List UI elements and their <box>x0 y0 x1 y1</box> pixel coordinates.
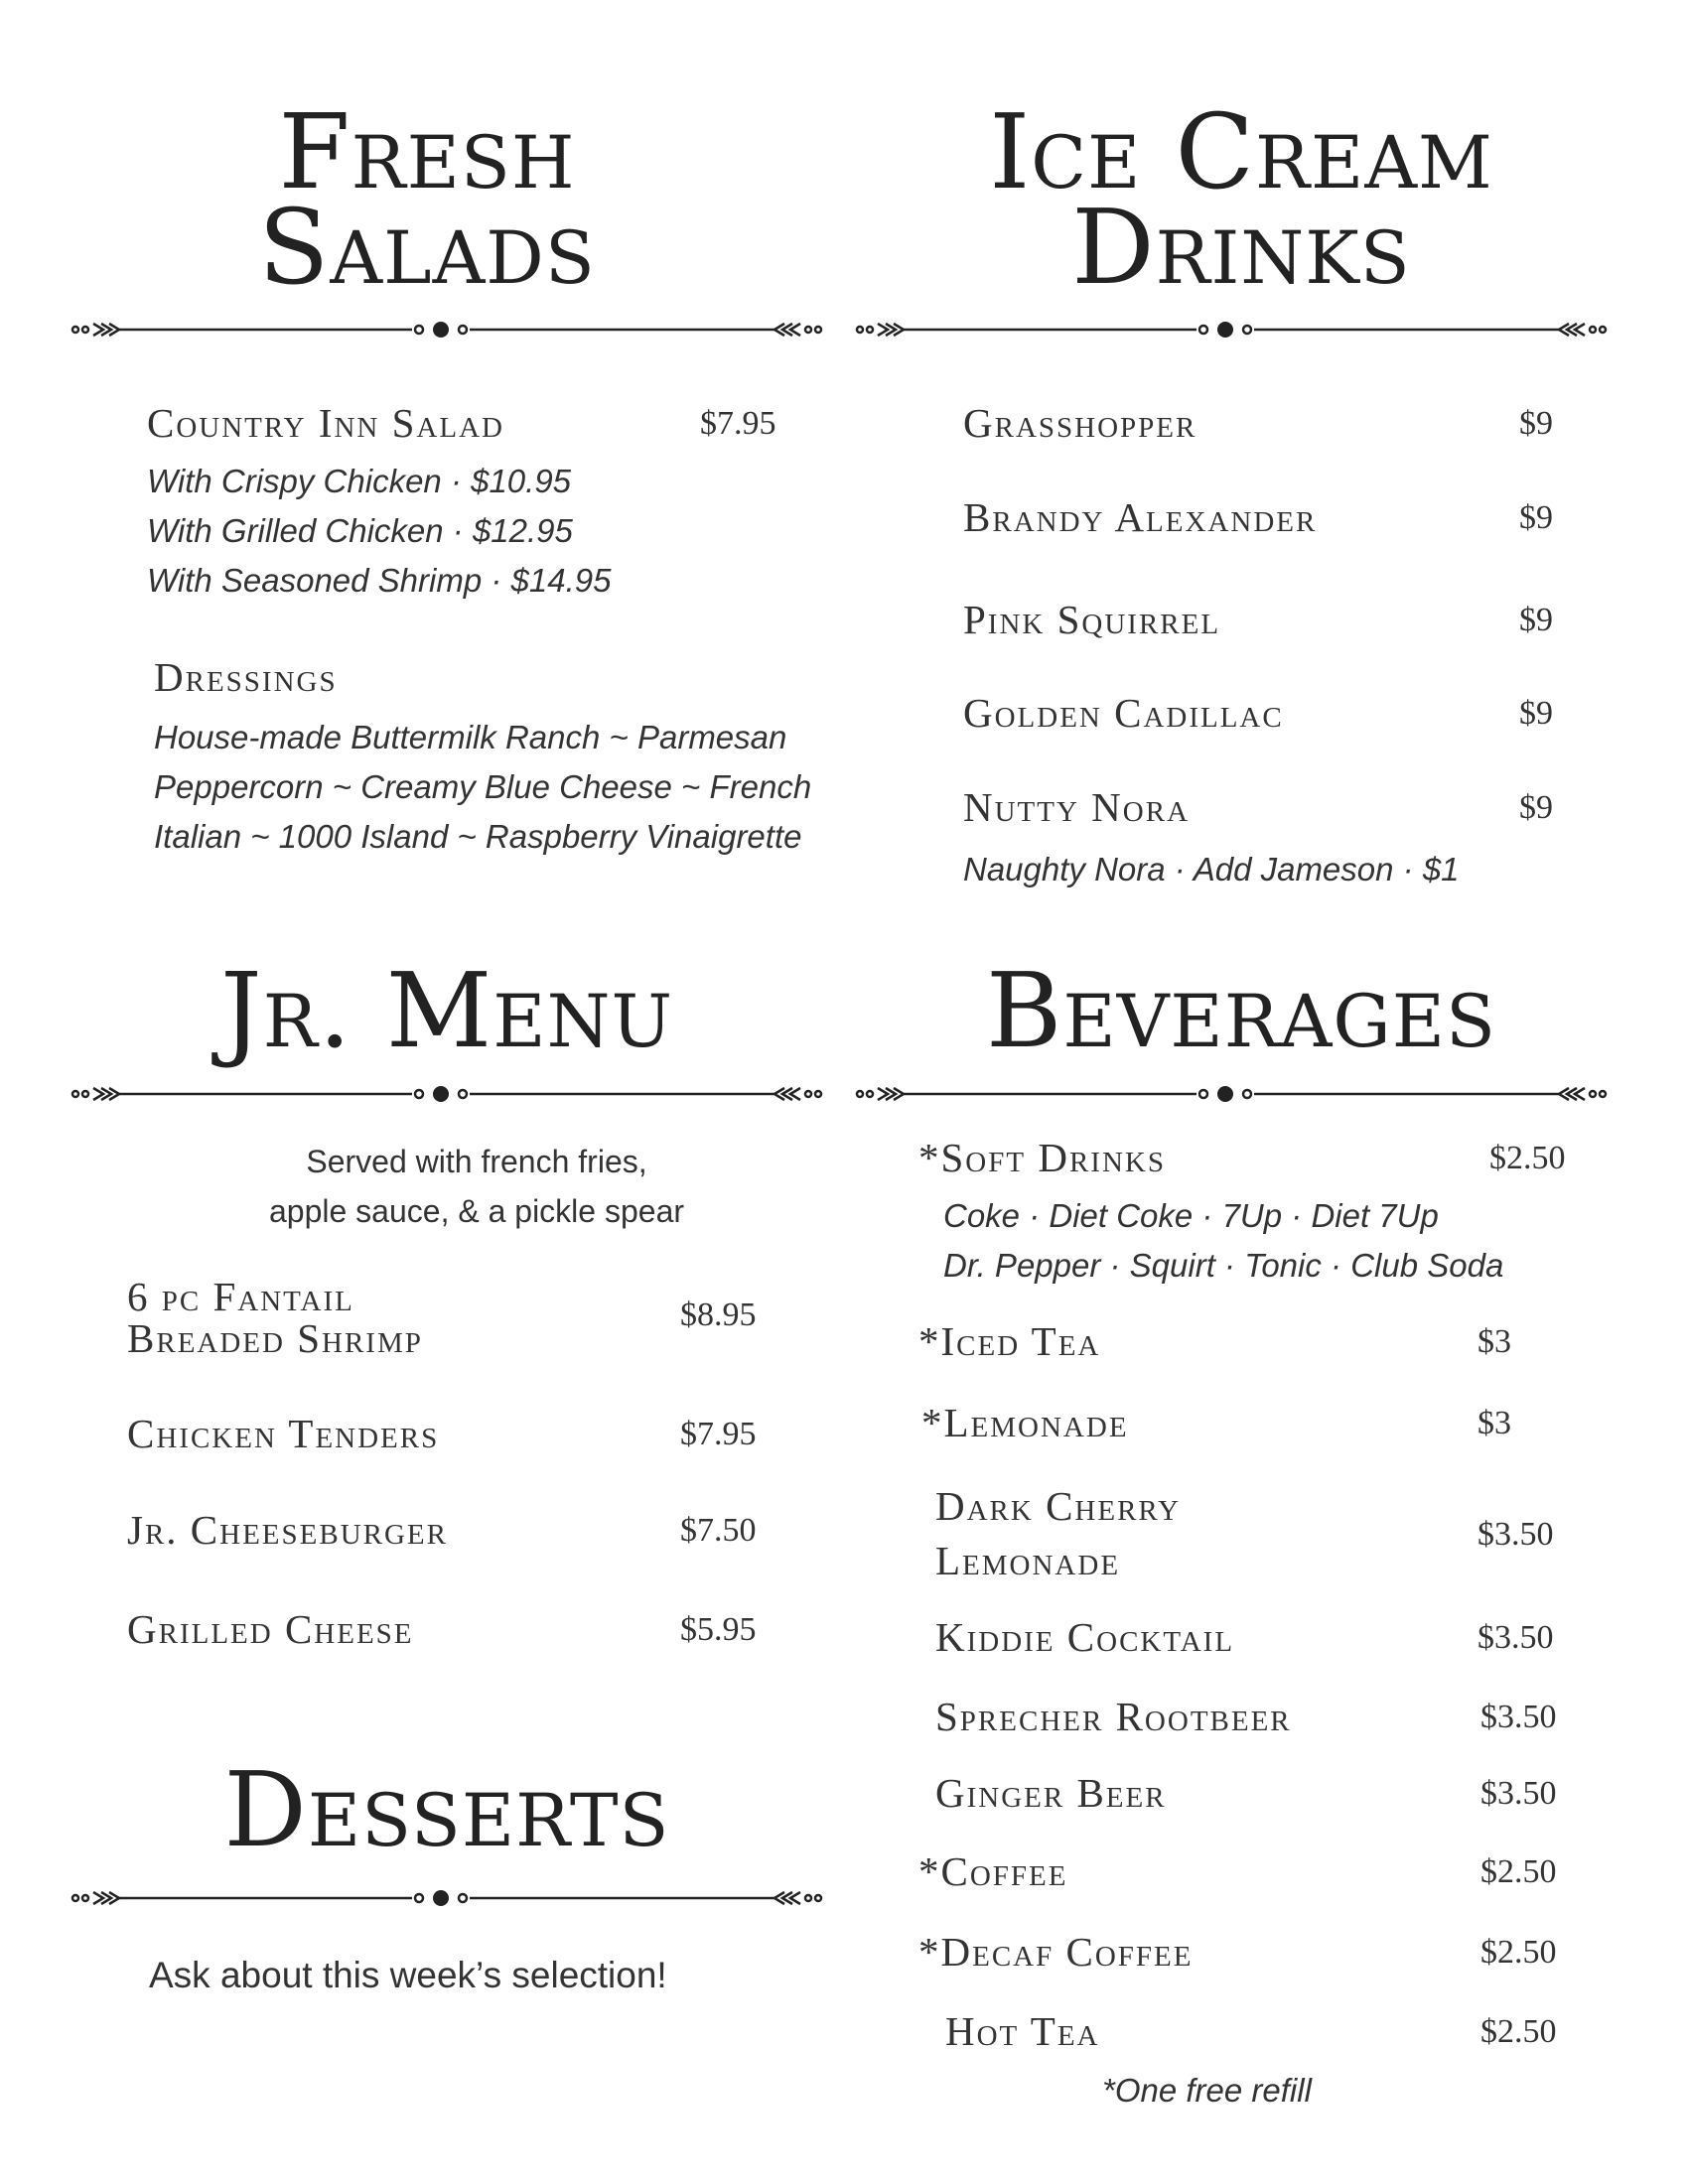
ornamental-divider <box>70 1886 824 1910</box>
desserts-title: Desserts <box>223 1749 670 1870</box>
menu-item-price: $9 <box>1519 789 1553 826</box>
menu-item-name: Sprecher Rootbeer <box>935 1694 1292 1739</box>
menu-item-name: *Iced Tea <box>918 1318 1101 1364</box>
menu-item-name: Ginger Beer <box>935 1770 1167 1816</box>
ornamental-divider <box>70 318 824 341</box>
menu-item-price: $7.95 <box>700 405 776 442</box>
refill-footnote: *One free refill <box>1102 2072 1312 2109</box>
ornamental-divider <box>854 318 1609 341</box>
menu-item-price: $9 <box>1519 405 1553 442</box>
soft-drinks-list: Dr. Pepper · Squirt · Tonic · Club Soda <box>943 1247 1504 1284</box>
salad-option: With Grilled Chicken · $12.95 <box>147 512 573 549</box>
menu-item-price: $8.95 <box>680 1297 757 1333</box>
menu-item-price: $9 <box>1519 602 1553 638</box>
desserts-note: Ask about this week’s selection! <box>149 1955 667 1995</box>
menu-item-name: Grilled Cheese <box>127 1606 414 1652</box>
menu-item-name: *Lemonade <box>921 1400 1129 1445</box>
menu-item-price: $2.50 <box>1489 1140 1566 1176</box>
ice-cream-title: Ice Cream Drinks <box>989 91 1493 308</box>
salads-title: Fresh Salads <box>258 91 596 308</box>
salad-option: With Seasoned Shrimp · $14.95 <box>147 562 612 599</box>
dressing-line: Peppercorn ~ Creamy Blue Cheese ~ French <box>154 768 812 805</box>
ornamental-divider <box>70 1082 824 1106</box>
menu-item-name: *Coffee <box>918 1848 1068 1894</box>
menu-item-price: $3.50 <box>1480 1699 1557 1735</box>
dressing-line: Italian ~ 1000 Island ~ Raspberry Vinaigrette <box>154 818 802 855</box>
menu-item-name: Dark Cherry <box>935 1483 1182 1529</box>
jr-menu-title: Jr. Menu <box>220 950 673 1071</box>
menu-item-name: Golden Cadillac <box>963 690 1284 736</box>
menu-item-name: Lemonade <box>935 1538 1121 1583</box>
menu-item-price: $9 <box>1519 695 1553 732</box>
beverages-title: Beverages <box>985 950 1496 1071</box>
menu-item-name: 6 pc Fantail <box>127 1274 354 1319</box>
menu-item-price: $3.50 <box>1477 1619 1554 1656</box>
menu-item-price: $2.50 <box>1480 1934 1557 1971</box>
menu-item-name: Jr. Cheeseburger <box>127 1507 448 1553</box>
menu-item-price: $7.50 <box>680 1512 757 1549</box>
menu-item-price: $3 <box>1477 1323 1511 1360</box>
menu-item-name: Brandy Alexander <box>963 494 1318 540</box>
menu-item-name: Chicken Tenders <box>127 1411 440 1456</box>
menu-item-price: $3 <box>1477 1405 1511 1441</box>
menu-item-price: $3.50 <box>1480 1775 1557 1812</box>
menu-item-price: $2.50 <box>1480 1853 1557 1890</box>
menu-item-name: Pink Squirrel <box>963 597 1221 642</box>
menu-item-price: $2.50 <box>1480 2013 1557 2050</box>
dressing-line: House-made Buttermilk Ranch ~ Parmesan <box>154 719 787 755</box>
menu-item-name: Grasshopper <box>963 400 1197 446</box>
menu-item-price: $5.95 <box>680 1611 757 1648</box>
menu-item-name: *Soft Drinks <box>918 1135 1166 1180</box>
menu-item-price: $9 <box>1519 499 1553 536</box>
menu-item-name: Nutty Nora <box>963 784 1191 830</box>
jr-menu-intro: apple sauce, & a pickle spear <box>268 1193 685 1229</box>
dressings-title: Dressings <box>154 654 338 700</box>
menu-item-name: *Decaf Coffee <box>918 1929 1194 1975</box>
menu-item-name: Kiddie Cocktail <box>935 1614 1235 1660</box>
menu-item-note: Naughty Nora · Add Jameson · $1 <box>963 851 1460 887</box>
ornamental-divider <box>854 1082 1609 1106</box>
menu-item-name: Country Inn Salad <box>147 400 504 446</box>
salad-option: With Crispy Chicken · $10.95 <box>147 463 572 499</box>
jr-menu-intro: Served with french fries, <box>306 1144 647 1179</box>
soft-drinks-list: Coke · Diet Coke · 7Up · Diet 7Up <box>943 1197 1439 1234</box>
menu-item-price: $7.95 <box>680 1416 757 1452</box>
menu-item-price: $3.50 <box>1477 1516 1554 1553</box>
menu-item-name: Breaded Shrimp <box>127 1315 423 1361</box>
menu-item-name: Hot Tea <box>945 2008 1100 2054</box>
